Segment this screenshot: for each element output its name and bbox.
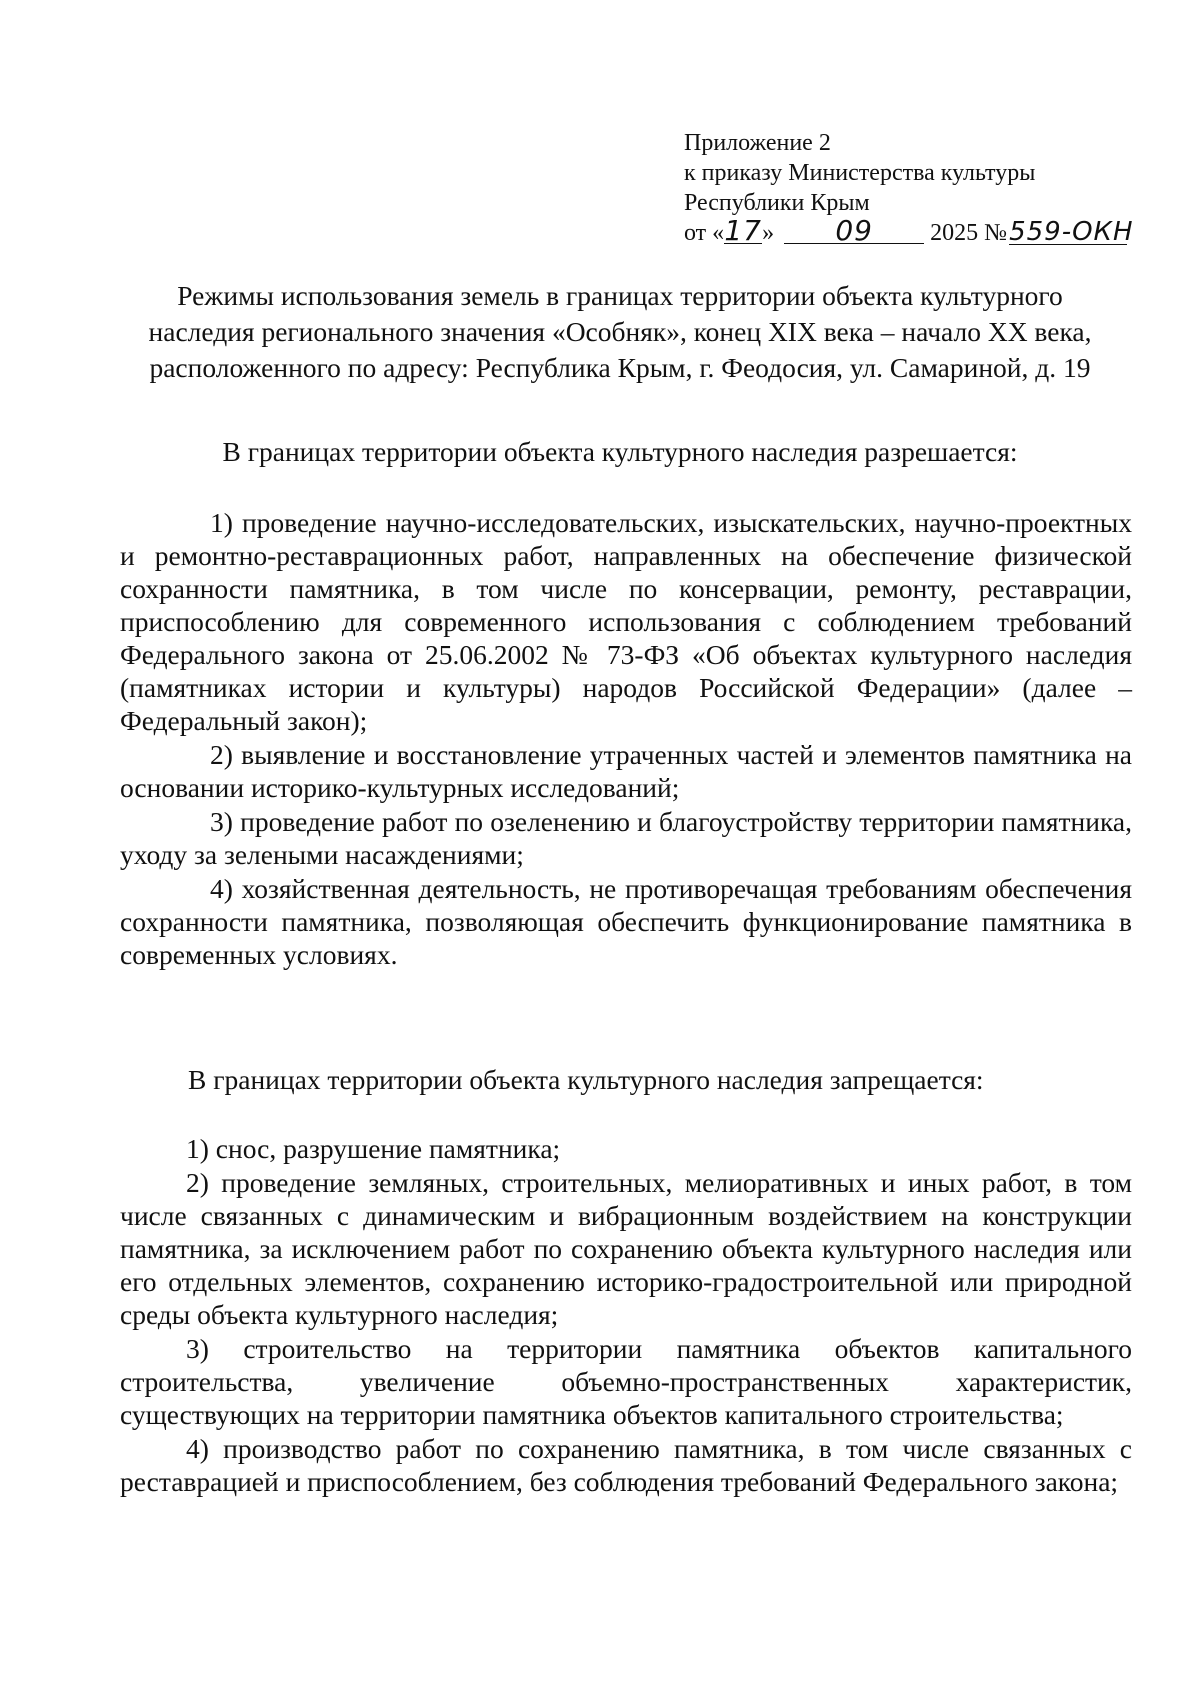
appendix-block — [684, 128, 1134, 248]
allowed-item-3: 3) проведение работ по озеленению и благоустройству территории памятника, уходу за зелеными насаждениями; — [120, 806, 1132, 870]
title-line-2: наследия регионального значения «Особняк», конец XIX века – начало XX века, — [148, 316, 1092, 347]
allowed-item-1: 1) проведение научно-исследовательских, изыскательских, научно-проектных и ремонтно-реставрационных работ, направленных на обеспечение физической сохранности памятника, в том числе по консервации, ремонту, реставрации, приспособлению для современного использования с соблюдением требований Федерального закона от 25.06.2002 № 73-ФЗ «Об объектах культурного наследия (памятниках истории и культуры) народов Российской Федерации» (далее – Федеральный закон); — [120, 507, 1132, 736]
allowed-item-4: 4) хозяйственная деятельность, не противоречащая требованиям обеспечения сохранности памятника, позволяющая обеспечить функционирование памятника в современных условиях. — [120, 873, 1132, 970]
forbidden-item-3: 3) строительство на территории памятника объектов капитального строительства, увеличение объемно-пространственных характеристик, существующих на территории памятника объектов капитального строительства; — [120, 1333, 1132, 1430]
appendix-line-1: Приложение 2 — [684, 130, 831, 156]
appendix-line-3: Республики Крым — [684, 190, 870, 216]
date-mid: » — [762, 220, 775, 246]
forbidden-item-2: 2) проведение земляных, строительных, мелиоративных и иных работ, в том числе связанных с динамическим и вибрационным воздействием на конструкции памятника, за исключением работ по сохранению объекта культурного наследия или его отдельных элементов, сохранению историко-градостроительной или природной среды объекта культурного наследия; — [120, 1167, 1132, 1330]
allowed-item-2: 2) выявление и восстановление утраченных частей и элементов памятника на основании историко-культурных исследований; — [120, 739, 1132, 803]
forbidden-heading: В границах территории объекта культурного наследия запрещается: — [188, 1064, 984, 1095]
allowed-list — [120, 506, 1132, 972]
date-prefix: от « — [684, 220, 725, 246]
title-line-1: Режимы использования земель в границах территории объекта культурного — [177, 280, 1063, 311]
document-title — [100, 278, 1140, 386]
order-number: 559-ОКН — [1009, 217, 1134, 247]
allowed-heading: В границах территории объекта культурного наследия разрешается: — [222, 436, 1018, 467]
date-day: 17 — [724, 214, 762, 247]
forbidden-item-4: 4) производство работ по сохранению памятника, в том числе связанных с реставрацией и приспособлением, без соблюдения требований Федерального закона; — [120, 1433, 1132, 1497]
date-month: 09 — [784, 219, 924, 244]
forbidden-item-1: 1) снос, разрушение памятника; — [186, 1133, 561, 1164]
forbidden-list — [120, 1132, 1132, 1499]
appendix-date-line — [684, 214, 1134, 248]
appendix-line-2: к приказу Министерства культуры — [684, 160, 1036, 186]
date-year: 2025 № — [930, 220, 1008, 246]
title-line-3: расположенного по адресу: Республика Крым, г. Феодосия, ул. Самариной, д. 19 — [149, 352, 1091, 383]
